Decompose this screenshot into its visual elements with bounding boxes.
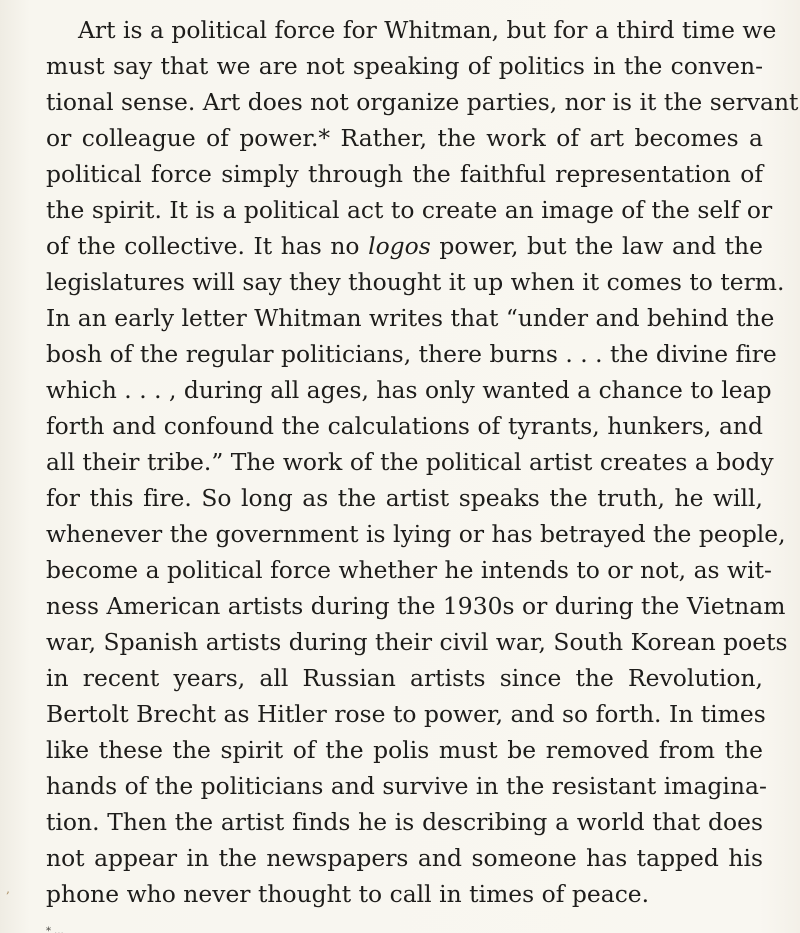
text-line: war, Spanish artists during their civil war, South Korean poets [46, 628, 788, 656]
text-line: bosh of the regular politicians, there burns . . . the divine fire [46, 340, 777, 368]
margin-mark: ‚ [6, 882, 10, 896]
text-line: tion. Then the artist finds he is describing a world that does [46, 808, 763, 836]
text-line: political force simply through the faithful representation of [46, 160, 763, 188]
text-line: all their tribe.” The work of the political artist creates a body [46, 448, 774, 476]
text-line: legislatures will say they thought it up when it comes to term. [46, 268, 785, 296]
text-line: Art is a political force for Whitman, but for a third time we [78, 16, 777, 44]
footnote-fragment: * ... [46, 926, 64, 933]
text-line-with-italic [46, 228, 763, 264]
text-line: or colleague of power.* Rather, the work of art becomes a [46, 124, 763, 152]
text-line: Bertolt Brecht as Hitler rose to power, and so forth. In times [46, 700, 766, 728]
body-paragraph [46, 12, 799, 912]
text-line: In an early letter Whitman writes that “under and behind the [46, 304, 775, 332]
text-line: for this fire. So long as the artist speaks the truth, he will, [46, 484, 763, 512]
text-line: like these the spirit of the polis must be removed from the [46, 736, 763, 764]
text-line: hands of the politicians and survive in the resistant imagina- [46, 772, 767, 800]
text-line: not appear in the newspapers and someone has tapped his [46, 844, 763, 872]
text-line: which . . . , during all ages, has only wanted a chance to leap [46, 376, 772, 404]
italic-term-logos: logos [368, 232, 431, 260]
text-fragment: of the collective. It has no [46, 232, 360, 260]
text-line: phone who never thought to call in times of peace. [46, 880, 650, 908]
text-line: must say that we are not speaking of politics in the conven- [46, 52, 763, 80]
text-line: become a political force whether he intends to or not, as wit- [46, 556, 772, 584]
text-line: forth and confound the calculations of tyrants, hunkers, and [46, 412, 763, 440]
text-line: the spirit. It is a political act to create an image of the self or [46, 196, 773, 224]
text-line: whenever the government is lying or has betrayed the people, [46, 520, 786, 548]
text-fragment: power, but the law and the [439, 232, 763, 260]
text-line: ness American artists during the 1930s or during the Vietnam [46, 592, 786, 620]
text-line: in recent years, all Russian artists since the Revolution, [46, 664, 763, 692]
text-line: tional sense. Art does not organize parties, nor is it the servant [46, 88, 799, 116]
